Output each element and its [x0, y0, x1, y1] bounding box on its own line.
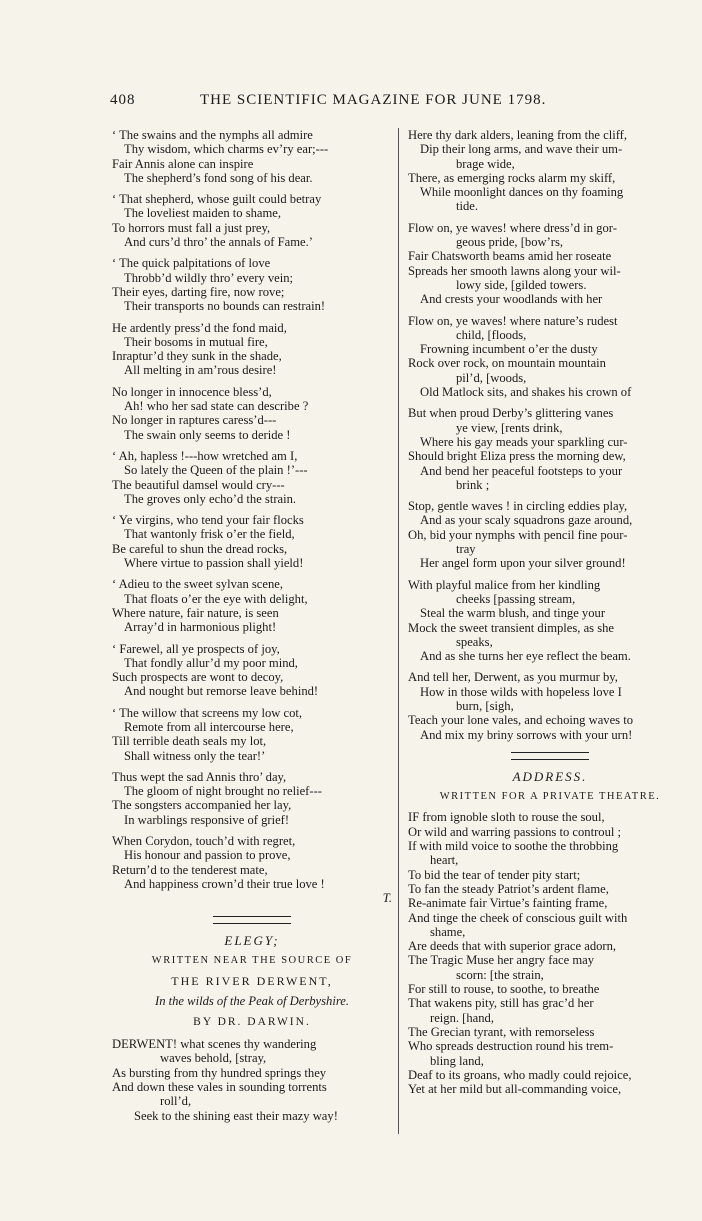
verse-line: And curs’d thro’ the annals of Fame.’ — [124, 235, 313, 250]
verse-line: Yet at her mild but all-commanding voice, — [408, 1082, 622, 1097]
verse-line: ‘ That shepherd, whose guilt could betray — [112, 192, 322, 207]
verse-line: To bid the tear of tender pity start; — [408, 867, 581, 882]
verse-line: And as your scaly squadrons gaze around, — [420, 513, 633, 528]
running-head-title: THE SCIENTIFIC MAGAZINE FOR JUNE 1798. — [200, 92, 547, 108]
verse-line: ‘ The swains and the nymphs all admire — [112, 128, 313, 142]
elegy-location: In the wilds of the Peak of Derbyshire. — [155, 994, 349, 1009]
elegy-subtitle-river: THE RIVER DERWENT, — [171, 974, 333, 989]
running-header — [110, 92, 610, 114]
verse-line: Deaf to its groans, who madly could rejoice, — [408, 1067, 632, 1082]
verse-line: The loveliest maiden to shame, — [124, 206, 282, 221]
verse-line: Inraptur’d they sunk in the shade, — [112, 349, 282, 364]
page-number: 408 — [110, 92, 136, 108]
verse-line: Flow on, ye waves! where dress’d in gor- — [408, 220, 617, 235]
verse-line: Remote from all intercourse here, — [124, 719, 294, 734]
verse-line: cheeks [passing stream, — [456, 591, 576, 606]
section-divider — [213, 916, 291, 924]
verse-line: Teach your lone vales, and echoing waves to — [408, 713, 634, 728]
stanza-gap — [112, 635, 392, 642]
verse-line: That floats o’er the eye with delight, — [124, 591, 308, 606]
verse-line: Where nature, fair nature, is seen — [112, 605, 279, 620]
verse-line: DERWENT! what scenes thy wandering — [112, 1037, 317, 1052]
verse-line: Spreads her smooth lawns along your wil- — [408, 263, 621, 278]
verse-line: Flow on, ye waves! where nature’s rudest — [408, 313, 618, 328]
verse-line: Who spreads destruction round his trem- — [408, 1039, 614, 1054]
verse-line: No longer in innocence bless’d, — [112, 384, 272, 399]
verse-line: burn, [sigh, — [456, 698, 514, 713]
stanza-gap — [112, 570, 392, 577]
verse-line: Should bright Eliza press the morning dew, — [408, 449, 626, 464]
verse-line: The beautiful damsel would cry--- — [112, 477, 285, 492]
verse-line: The gloom of night brought no relief--- — [124, 784, 322, 799]
verse-line: And as she turns her eye reflect the beam. — [420, 649, 631, 664]
verse-line: Be careful to shun the dread rocks, — [112, 541, 288, 556]
verse-line: pil’d, [woods, — [456, 370, 527, 385]
stanza-gap — [112, 699, 392, 706]
verse-line: tray — [456, 542, 476, 557]
column-divider — [398, 128, 399, 1134]
verse-line: Fair Annis alone can inspire — [112, 156, 254, 171]
stanza-gap — [408, 571, 692, 578]
poem-signature: T. — [382, 891, 392, 906]
verse-line: Her angel form upon your silver ground! — [420, 556, 626, 571]
right-column — [408, 128, 692, 1096]
verse-line: To horrors must fall a just prey, — [112, 220, 271, 235]
verse-line: In warblings responsive of grief! — [124, 812, 290, 827]
verse-line: reign. [hand, — [430, 1010, 494, 1025]
stanza-gap — [408, 663, 692, 670]
verse-line: Here thy dark alders, leaning from the cliff, — [408, 128, 628, 142]
verse-line: The swain only seems to deride ! — [124, 427, 291, 442]
verse-line: Rock over rock, on mountain mountain — [408, 356, 606, 371]
verse-line: Re-animate fair Virtue’s fainting frame, — [408, 896, 608, 911]
address-text — [408, 810, 692, 1096]
verse-line: If with mild voice to soothe the throbbing — [408, 839, 619, 854]
verse-line: Such prospects are wont to decoy, — [112, 670, 284, 685]
verse-line: And crests your woodlands with her — [420, 292, 603, 307]
verse-line: The Tragic Muse her angry face may — [408, 953, 595, 968]
verse-line: As bursting from thy hundred springs they — [112, 1065, 327, 1080]
verse-line: When Corydon, touch’d with regret, — [112, 834, 296, 849]
verse-line: speaks, — [456, 634, 493, 649]
stanza-gap — [112, 763, 392, 770]
verse-line: But when proud Derby’s glittering vanes — [408, 406, 614, 421]
verse-line: And mix my briny sorrows with your urn! — [420, 727, 633, 742]
verse-line: He ardently press’d the fond maid, — [112, 320, 287, 335]
verse-line: All melting in am’rous desire! — [124, 363, 277, 378]
stanza-gap — [408, 399, 692, 406]
verse-line: ‘ Ye virgins, who tend your fair flocks — [112, 513, 304, 528]
verse-line: tide. — [456, 199, 479, 214]
verse-line: roll’d, — [160, 1094, 192, 1109]
verse-line: Their transports no bounds can restrain! — [124, 299, 326, 314]
address-subtitle: WRITTEN FOR A PRIVATE THEATRE. — [439, 791, 661, 803]
verse-line: So lately the Queen of the plain !’--- — [124, 463, 308, 478]
stanza-gap — [112, 378, 392, 385]
verse-line: geous pride, [bow’rs, — [456, 235, 564, 250]
verse-line: Dip their long arms, and wave their um- — [420, 142, 623, 157]
verse-line: bling land, — [430, 1053, 484, 1068]
verse-line: ‘ Ah, hapless !---how wretched am I, — [112, 448, 298, 463]
verse-line: With playful malice from her kindling — [408, 577, 601, 592]
elegy-title: ELEGY; — [224, 932, 280, 948]
verse-line: Return’d to the tenderest mate, — [112, 862, 268, 877]
verse-line: Where virtue to passion shall yield! — [124, 556, 304, 571]
verse-line: Are deeds that with superior grace adorn, — [408, 939, 617, 954]
verse-line: Their bosoms in mutual fire, — [124, 334, 268, 349]
verse-line: ‘ The willow that screens my low cot, — [112, 705, 303, 720]
verse-line: Thus wept the sad Annis thro’ day, — [112, 769, 287, 784]
verse-line: While moonlight dances on thy foaming — [420, 185, 624, 200]
elegy-text — [112, 1037, 392, 1123]
verse-line: His honour and passion to prove, — [124, 848, 291, 863]
verse-line: scorn: [the strain, — [456, 967, 544, 982]
verse-line: Oh, bid your nymphs with pencil fine pour- — [408, 527, 628, 542]
verse-line: There, as emerging rocks alarm my skiff, — [408, 170, 616, 185]
verse-line: IF from ignoble sloth to rouse the soul, — [408, 810, 605, 825]
stanza-gap — [408, 492, 692, 499]
stanza-gap — [112, 249, 392, 256]
verse-line: Mock the sweet transient dimples, as she — [408, 620, 615, 635]
elegy-byline: BY DR. DARWIN. — [193, 1015, 311, 1028]
stanza-gap — [112, 442, 392, 449]
stanza-gap — [112, 185, 392, 192]
verse-line: Stop, gentle waves ! in circling eddies play, — [408, 499, 628, 514]
stanza-gap — [112, 827, 392, 834]
verse-line: Till terrible death seals my lot, — [112, 734, 267, 749]
verse-line: Where his gay meads your sparkling cur- — [420, 434, 628, 449]
verse-line: Shall witness only the tear!’ — [124, 748, 266, 763]
verse-line: Thy wisdom, which charms ev’ry ear;--- — [124, 142, 329, 157]
left-column — [112, 128, 392, 1123]
verse-line: That wakens pity, still has grac’d her — [408, 996, 594, 1011]
section-divider — [511, 752, 589, 760]
verse-line: And tinge the cheek of conscious guilt with — [408, 910, 628, 925]
verse-line: Frowning incumbent o’er the dusty — [420, 342, 598, 357]
verse-line: shame, — [430, 924, 466, 939]
verse-line: ‘ Farewel, all ye prospects of joy, — [112, 641, 280, 656]
stanza-gap — [112, 314, 392, 321]
verse-line: And bend her peaceful footsteps to your — [420, 463, 623, 478]
verse-line: That fondly allur’d my poor mind, — [124, 655, 298, 670]
verse-line: The groves only echo’d the strain. — [124, 491, 297, 506]
verse-line: Their eyes, darting fire, now rove; — [112, 284, 285, 299]
verse-line: Ah! who her sad state can describe ? — [124, 399, 309, 414]
verse-line: brink ; — [456, 477, 490, 492]
verse-line: ye view, [rents drink, — [456, 420, 563, 435]
verse-line: And down these vales in sounding torrents — [112, 1079, 327, 1094]
poem-text — [112, 128, 392, 891]
verse-line: How in those wilds with hopeless love I — [420, 684, 622, 699]
verse-line: heart, — [430, 853, 459, 868]
verse-line: lowy side, [gilded towers. — [456, 277, 587, 292]
verse-line: Seek to the shining east their mazy way! — [134, 1108, 338, 1123]
verse-line: And nought but remorse leave behind! — [124, 684, 319, 699]
verse-line: The shepherd’s fond song of his dear. — [124, 170, 313, 185]
stanza-gap — [408, 307, 692, 314]
verse-line: Fair Chatsworth beams amid her roseate — [408, 249, 612, 264]
stanza-gap — [112, 506, 392, 513]
elegy-text-continued — [408, 128, 692, 742]
verse-line: The Grecian tyrant, with remorseless — [408, 1024, 595, 1039]
verse-line: Or wild and warring passions to controul ; — [408, 824, 622, 839]
verse-line: child, [floods, — [456, 327, 527, 342]
verse-line: And happiness crown’d their true love ! — [124, 876, 325, 891]
verse-line: Old Matlock sits, and shakes his crown of — [420, 385, 632, 400]
verse-line: ‘ The quick palpitations of love — [112, 256, 271, 271]
verse-line: That wantonly frisk o’er the field, — [124, 527, 295, 542]
verse-line: To fan the steady Patriot’s ardent flame, — [408, 881, 609, 896]
verse-line: And tell her, Derwent, as you murmur by, — [408, 670, 618, 685]
verse-line: ‘ Adieu to the sweet sylvan scene, — [112, 577, 284, 592]
verse-line: For still to rouse, to soothe, to breathe — [408, 982, 600, 997]
verse-line: The songsters accompanied her lay, — [112, 798, 292, 813]
address-title: ADDRESS. — [512, 768, 588, 784]
verse-line: No longer in raptures caress’d--- — [112, 413, 277, 428]
verse-line: Throbb’d wildly thro’ every vein; — [124, 270, 294, 285]
stanza-gap — [408, 214, 692, 221]
verse-line: Array’d in harmonious plight! — [124, 620, 277, 635]
verse-line: Steal the warm blush, and tinge your — [420, 606, 606, 621]
verse-line: waves behold, [stray, — [160, 1051, 267, 1066]
verse-line: brage wide, — [456, 156, 515, 171]
elegy-subtitle: WRITTEN NEAR THE SOURCE OF — [151, 954, 353, 966]
